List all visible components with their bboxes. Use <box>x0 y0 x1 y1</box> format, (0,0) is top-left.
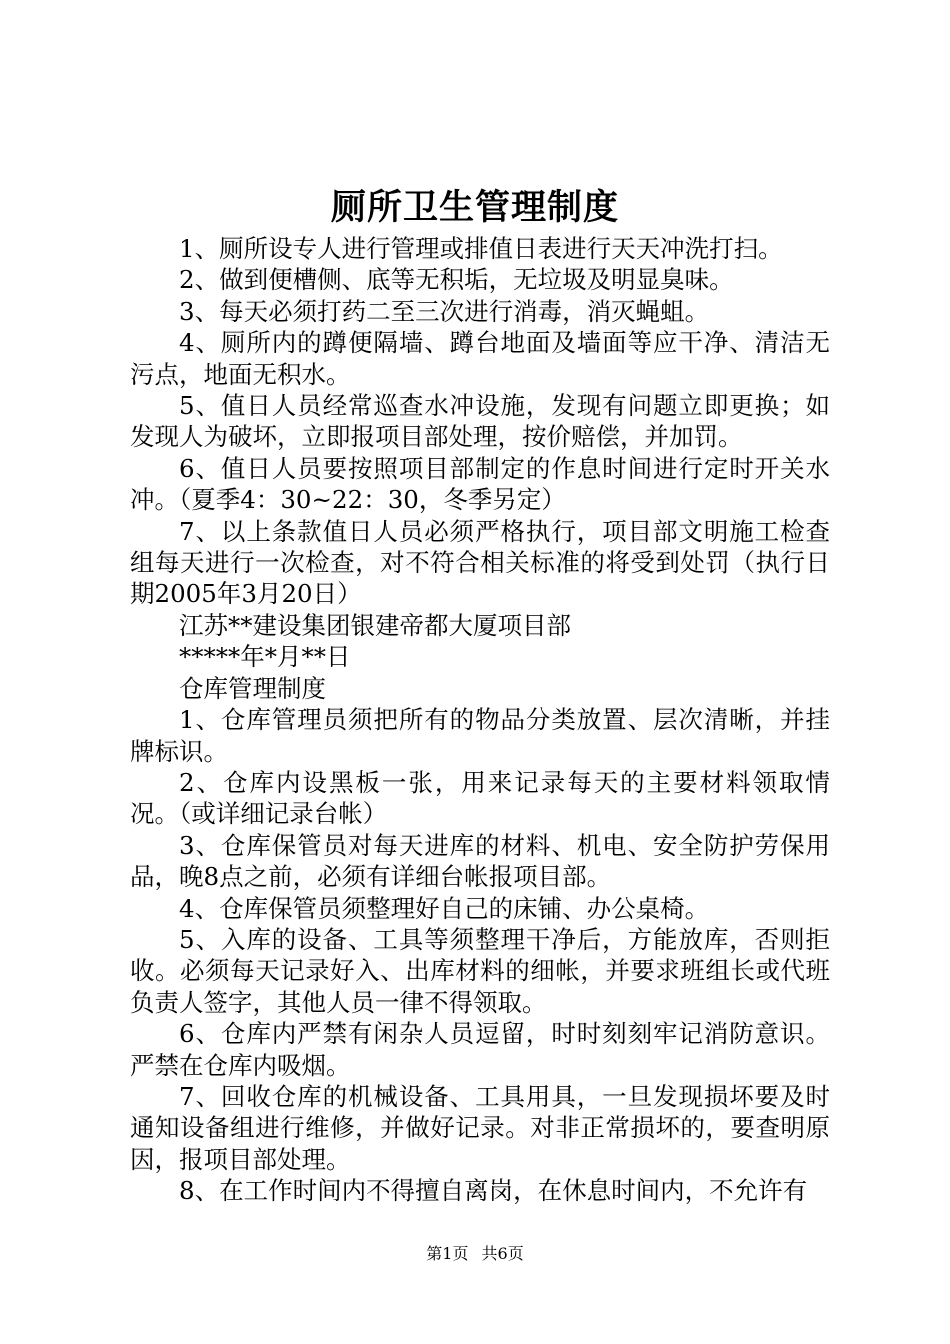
paragraph: 7、回收仓库的机械设备、工具用具，一旦发现损坏要及时通知设备组进行维修，并做好记录。对非正常损坏的，要查明原因，报项目部处理。 <box>130 1081 830 1174</box>
paragraph: 3、仓库保管员对每天进库的材料、机电、安全防护劳保用品，晚8点之前，必须有详细台帐报项目部。 <box>130 830 830 892</box>
paragraph: 8、在工作时间内不得擅自离岗，在休息时间内，不允许有 <box>179 1176 808 1206</box>
document-body <box>130 233 830 1207</box>
document-title: 厕所卫生管理制度 <box>330 187 619 228</box>
paragraph: 4、厕所内的蹲便隔墙、蹲台地面及墙面等应干净、清洁无污点，地面无积水。 <box>130 328 830 389</box>
paragraph: 5、入库的设备、工具等须整理干净后，方能放库，否则拒收。必须每天记录好入、出库材料的细帐，并要求班组长或代班负责人签字，其他人员一律不得领取。 <box>130 924 830 1017</box>
page-total: 共6页 <box>481 1244 524 1263</box>
page-footer <box>0 1243 950 1265</box>
paragraph: 2、做到便槽侧、底等无积垢，无垃圾及明显臭味。 <box>179 265 734 295</box>
paragraph: 5、值日人员经常巡查水冲设施，发现有问题立即更换；如发现人为破坏，立即报项目部处理，按价赔偿，并加罚。 <box>130 391 830 452</box>
signature-organization: 江苏**建设集团银建帝都大厦项目部 <box>179 610 571 640</box>
signature-date: *****年*月**日 <box>179 642 351 672</box>
paragraph: 2、仓库内设黑板一张，用来记录每天的主要材料领取情况。（或详细记录台帐） <box>130 767 830 829</box>
paragraph: 1、仓库管理员须把所有的物品分类放置、层次清晰，并挂牌标识。 <box>130 705 830 766</box>
page-number: 第1页 <box>426 1244 469 1263</box>
paragraph: 1、厕所设专人进行管理或排值日表进行天天冲洗打扫。 <box>179 234 783 263</box>
paragraph: 4、仓库保管员须整理好自己的床铺、办公桌椅。 <box>179 893 710 923</box>
paragraph: 7、以上条款值日人员必须严格执行，项目部文明施工检查组每天进行一次检查，对不符合相关标准的将受到处罚（执行日期2005年3月20日） <box>130 516 830 609</box>
paragraph: 6、仓库内严禁有闲杂人员逗留，时时刻刻牢记消防意识。严禁在仓库内吸烟。 <box>130 1019 830 1080</box>
paragraph: 6、值日人员要按照项目部制定的作息时间进行定时开关水冲。（夏季4：30~22：30，冬季另定） <box>130 453 830 515</box>
paragraph: 3、每天必须打药二至三次进行消毒，消灭蝇蛆。 <box>179 296 710 326</box>
section-heading: 仓库管理制度 <box>179 673 326 703</box>
